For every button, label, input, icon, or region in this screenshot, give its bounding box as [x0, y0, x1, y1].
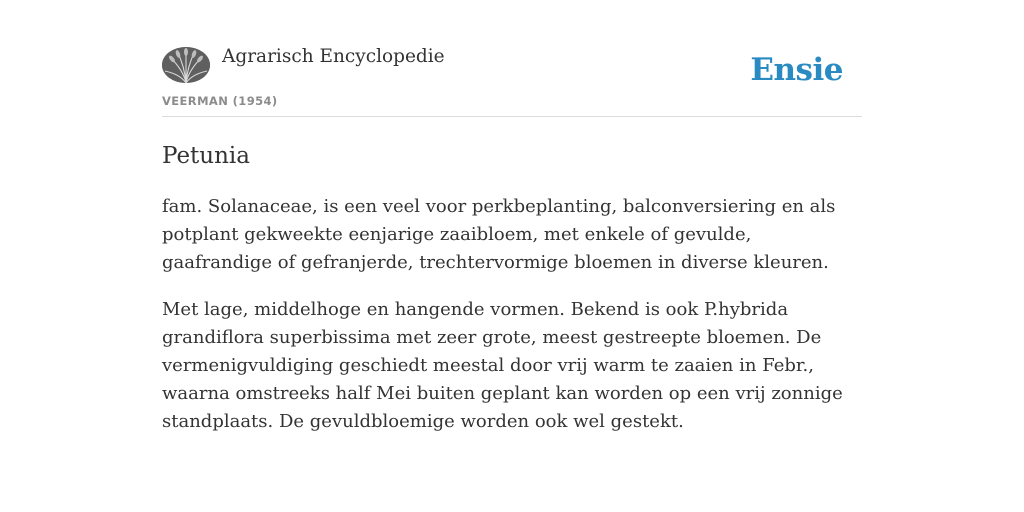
author-label: VEERMAN (1954): [162, 94, 278, 108]
entry-paragraph: Met lage, middelhoge en hangende vormen. Bekend is ook P.hybrida grandiflora superbissima met zeer grote, meest gestreepte bloemen. De vermenigvuldiging geschiedt meestal door vrij warm te zaaien in Febr., waarna omstreeks half Mei buiten geplant kan worden op een vrij zonnige standplaats. De gevuldbloemige worden ook wel gestekt.: [162, 299, 843, 432]
entry-paragraph: fam. Solanaceae, is een veel voor perkbeplanting, balconversiering en als potplant gekweekte eenjarige zaaibloem, met enkele of gevulde, gaafrandige of gefranjerde, trechtervormige bloemen in diverse kleuren.: [162, 196, 836, 273]
source-title[interactable]: Agrarisch Encyclopedie: [222, 46, 445, 67]
entry-title: Petunia: [162, 143, 250, 169]
entry-header: [162, 44, 862, 117]
wheat-engraving-icon[interactable]: [162, 47, 210, 83]
entry-card: [162, 44, 862, 436]
brand-logo[interactable]: Ensie: [750, 52, 843, 88]
